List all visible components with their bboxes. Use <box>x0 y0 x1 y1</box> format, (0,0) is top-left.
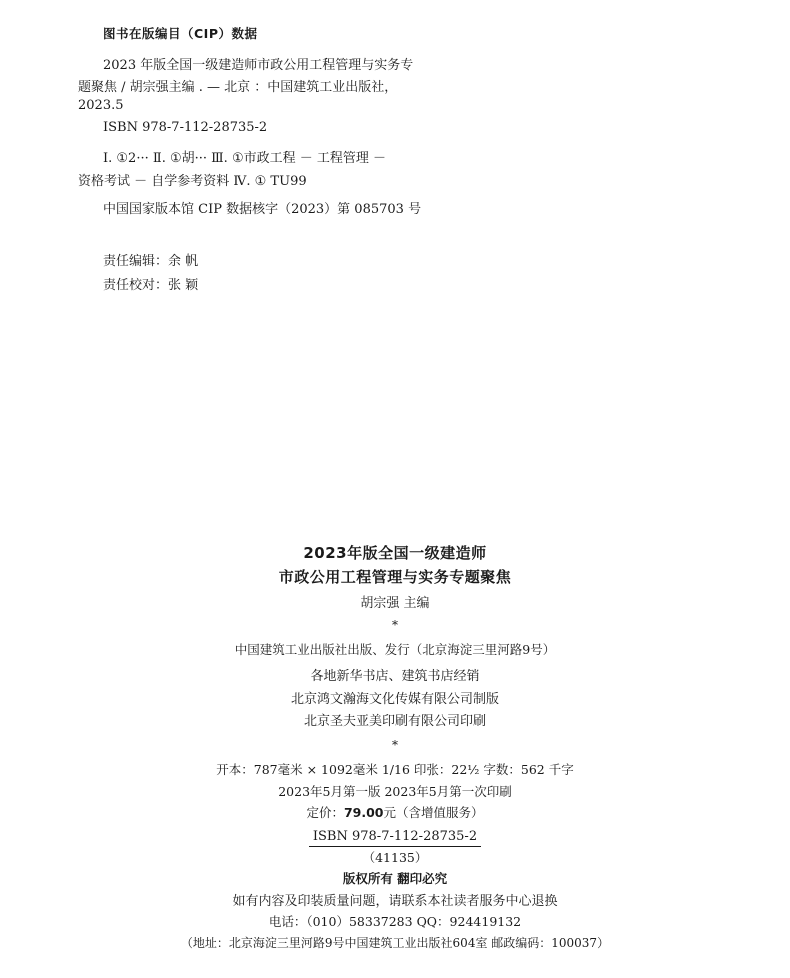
contact-phone: 电话：（010）58337283 QQ：924419132 <box>268 914 522 929</box>
distributor-line: 各地新华书店、建筑书店经销 <box>310 669 480 684</box>
cip-line-title-cont: 题聚焦 / 胡宗强主编 . — 北京 ：中国建筑工业出版社， <box>78 80 398 95</box>
price-value: 79.00 <box>343 805 384 820</box>
book-code: （41135） <box>362 850 428 865</box>
isbn-line <box>0 825 790 847</box>
cip-heading: 图书在版编目（CIP）数据 <box>103 26 258 41</box>
book-title-line2: 市政公用工程管理与实务专题聚焦 <box>278 568 512 586</box>
cip-line-date: 2023.5 <box>78 98 124 113</box>
price-line <box>0 803 790 821</box>
responsible-proofreader: 责任校对：张 颖 <box>103 278 199 293</box>
cip-line-title: 2023 年版全国一级建造师市政公用工程管理与实务专 <box>103 58 414 73</box>
plate-maker-line: 北京鸿文瀚海文化传媒有限公司制版 <box>290 692 499 707</box>
book-title-line1: 2023年版全国一级建造师 <box>303 544 487 562</box>
publisher-address: （地址：北京海淀三里河路9号中国建筑工业出版社604室 邮政编码：100037） <box>180 936 610 950</box>
publisher-line: 中国建筑工业出版社出版、发行（北京海淀三里河路9号） <box>234 642 556 657</box>
book-author: 胡宗强 主编 <box>360 596 430 611</box>
isbn-number: ISBN 978-7-112-28735-2 <box>309 829 481 847</box>
price-suffix: 元（含增值服务） <box>383 805 484 820</box>
return-notice: 如有内容及印装质量问题，请联系本社读者服务中心退换 <box>232 894 558 909</box>
cip-isbn: ISBN 978-7-112-28735-2 <box>103 120 268 135</box>
responsible-editor: 责任编辑：余 帆 <box>103 254 199 269</box>
price-label: 定价： <box>306 805 344 820</box>
edition-line: 2023年5月第一版 2023年5月第一次印刷 <box>278 784 512 799</box>
printer-line: 北京圣夫亚美印刷有限公司印刷 <box>303 714 486 729</box>
separator-star: * <box>392 738 398 752</box>
format-line: 开本：787毫米 × 1092毫米 1/16 印张：22½ 字数：562 千字 <box>216 762 574 777</box>
separator-star: * <box>392 618 398 632</box>
cip-record-number: 中国国家版本馆 CIP 数据核字（2023）第 085703 号 <box>103 202 422 217</box>
copyright-notice: 版权所有 翻印必究 <box>342 871 448 886</box>
cip-classification-cont: 资格考试 － 自学参考资料 Ⅳ. ① TU99 <box>78 174 307 189</box>
cip-classification: Ⅰ. ①2··· Ⅱ. ①胡··· Ⅲ. ①市政工程 － 工程管理 － <box>103 151 386 166</box>
